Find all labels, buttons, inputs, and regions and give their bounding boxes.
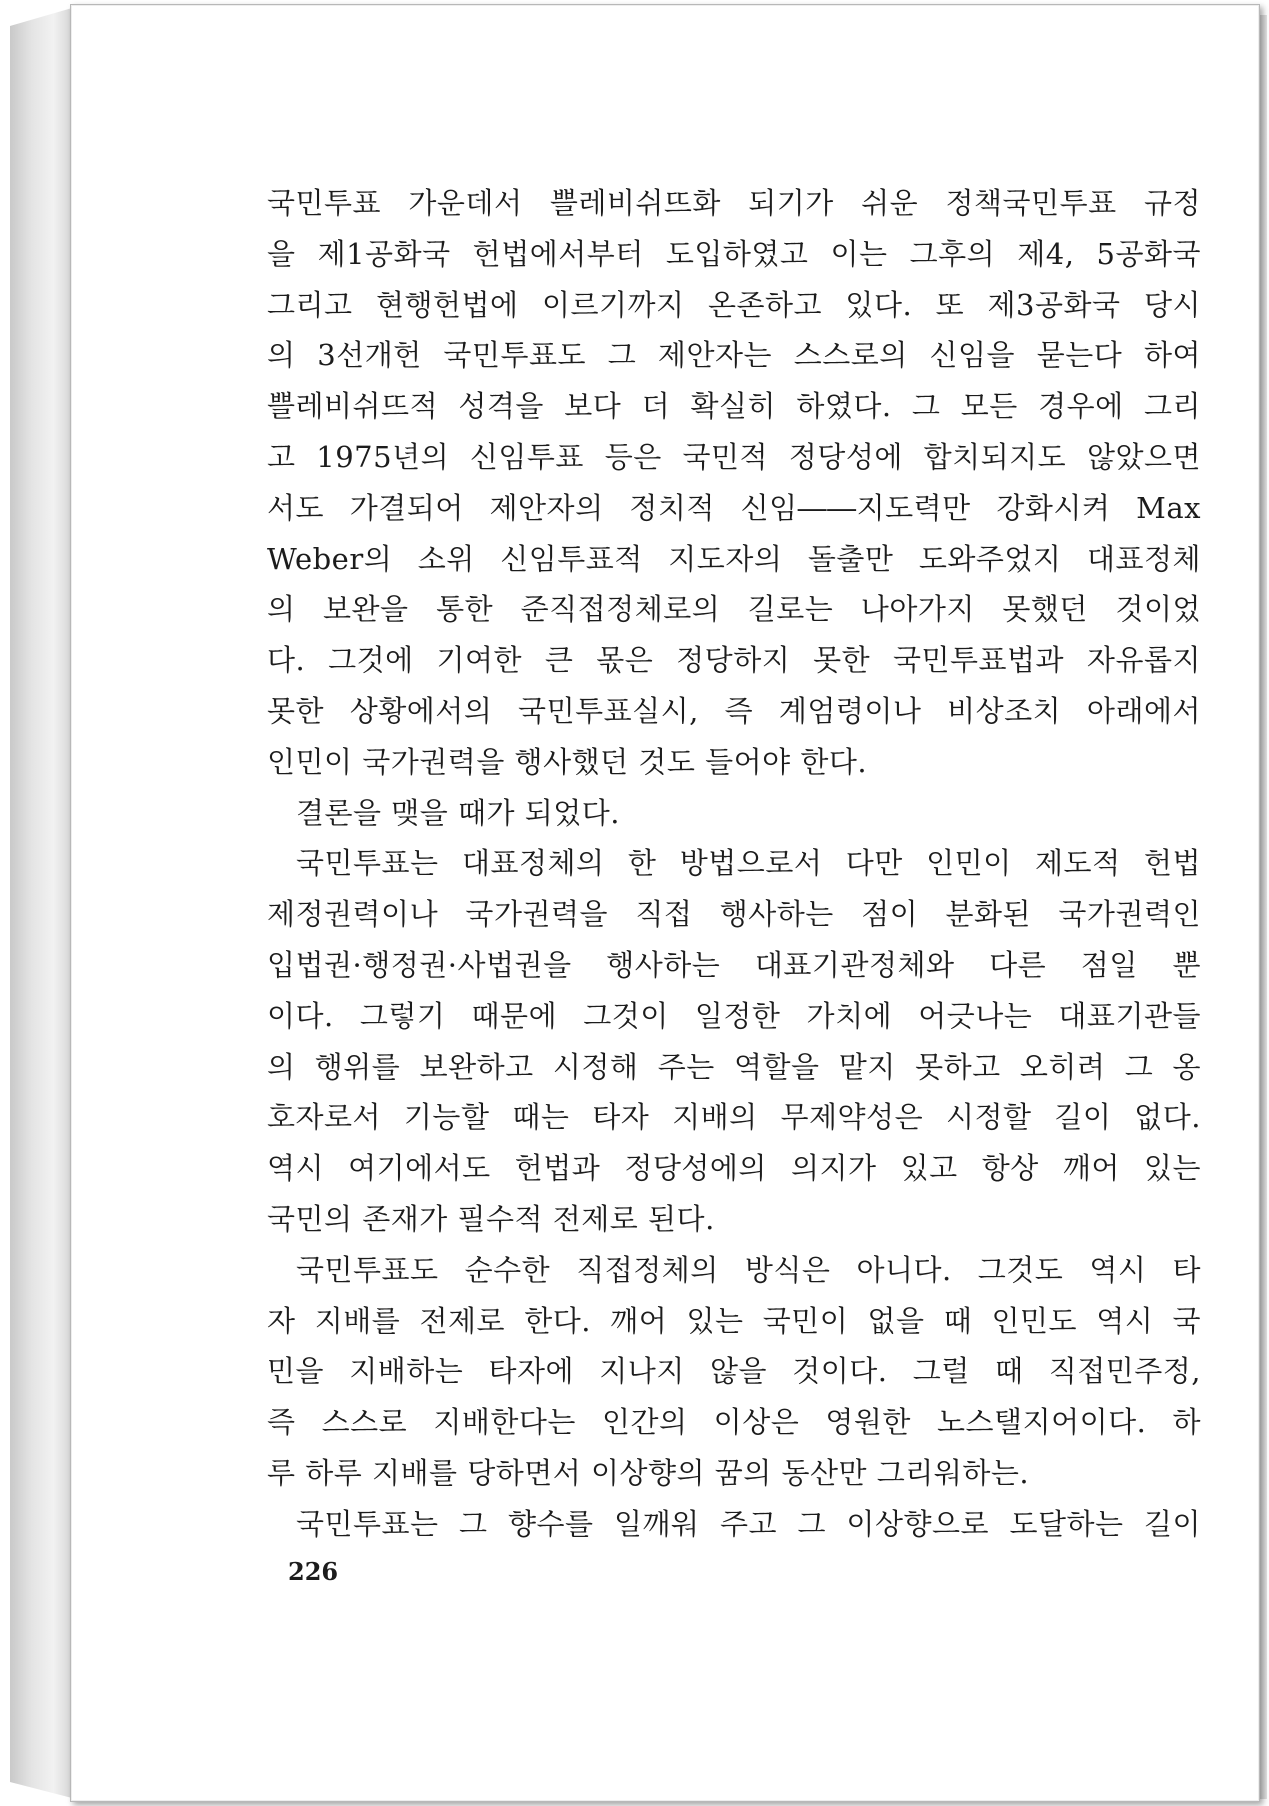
text-line: 호자로서 기능할 때는 타자 지배의 무제약성은 시정할 길이 없다. (267, 1100, 1201, 1135)
text-line: 못한 상황에서의 국민투표실시, 즉 계엄령이나 비상조치 아래에서 (267, 693, 1201, 728)
text-line: 고 1975년의 신임투표 등은 국민적 정당성에 합치되지도 않았으면 (267, 439, 1201, 474)
book-page (70, 4, 1260, 1802)
text-line: 국민투표 가운데서 쁠레비쉬뜨화 되기가 쉬운 정책국민투표 규정 (267, 186, 1201, 220)
text-line: 결론을 맺을 때가 되었다. (296, 795, 621, 830)
text-line: 그리고 현행헌법에 이르기까지 온존하고 있다. 또 제3공화국 당시 (267, 287, 1201, 322)
text-line: 즉 스스로 지배한다는 인간의 이상은 영원한 노스탤지어이다. 하 (267, 1405, 1201, 1440)
text-line: Weber의 소위 신임투표적 지도자의 돌출만 도와주었지 대표정체 (267, 541, 1201, 576)
text-line: 국민투표는 대표정체의 한 방법으로서 다만 인민이 제도적 헌법 (296, 846, 1201, 881)
text-line: 민을 지배하는 타자에 지나지 않을 것이다. 그럴 때 직접민주정, (267, 1354, 1201, 1389)
text-line: 제정권력이나 국가권력을 직접 행사하는 점이 분화된 국가권력인 (267, 897, 1201, 932)
text-line: 역시 여기에서도 헌법과 정당성에의 의지가 있고 항상 깨어 있는 (267, 1151, 1201, 1186)
text-line: 의 행위를 보완하고 시정해 주는 역할을 맡지 못하고 오히려 그 옹 (267, 1049, 1201, 1084)
text-line: 서도 가결되어 제안자의 정치적 신임――지도력만 강화시켜 Max (267, 490, 1201, 525)
book-spine (10, 8, 72, 1798)
text-line: 국민투표도 순수한 직접정체의 방식은 아니다. 그것도 역시 타 (296, 1252, 1201, 1287)
text-line: 다. 그것에 기여한 큰 몫은 정당하지 못한 국민투표법과 자유롭지 (267, 643, 1201, 678)
text-line: 루 하루 지배를 당하면서 이상향의 꿈의 동산만 그리워하는. (267, 1455, 1030, 1490)
text-line: 쁠레비쉬뜨적 성격을 보다 더 확실히 하였다. 그 모든 경우에 그리 (267, 389, 1201, 424)
text-line: 입법권·행정권·사법권을 행사하는 대표기관정체와 다른 점일 뿐 (267, 947, 1201, 982)
text-line: 국민투표는 그 향수를 일깨워 주고 그 이상향으로 도달하는 길이 (296, 1506, 1201, 1541)
text-line: 국민의 존재가 필수적 전제로 된다. (267, 1201, 715, 1236)
body-text (267, 178, 1201, 1550)
text-line: 이다. 그렇기 때문에 그것이 일정한 가치에 어긋나는 대표기관들 (267, 998, 1201, 1033)
page-number: 226 (288, 1557, 339, 1586)
text-line: 자 지배를 전제로 한다. 깨어 있는 국민이 없을 때 인민도 역시 국 (267, 1303, 1201, 1338)
text-line: 인민이 국가권력을 행사했던 것도 들어야 한다. (267, 744, 868, 779)
text-line: 의 3선개헌 국민투표도 그 제안자는 스스로의 신임을 묻는다 하여 (267, 338, 1201, 373)
text-line: 을 제1공화국 헌법에서부터 도입하였고 이는 그후의 제4, 5공화국 (267, 236, 1201, 271)
text-line: 의 보완을 통한 준직접정체로의 길로는 나아가지 못했던 것이었 (267, 592, 1201, 627)
